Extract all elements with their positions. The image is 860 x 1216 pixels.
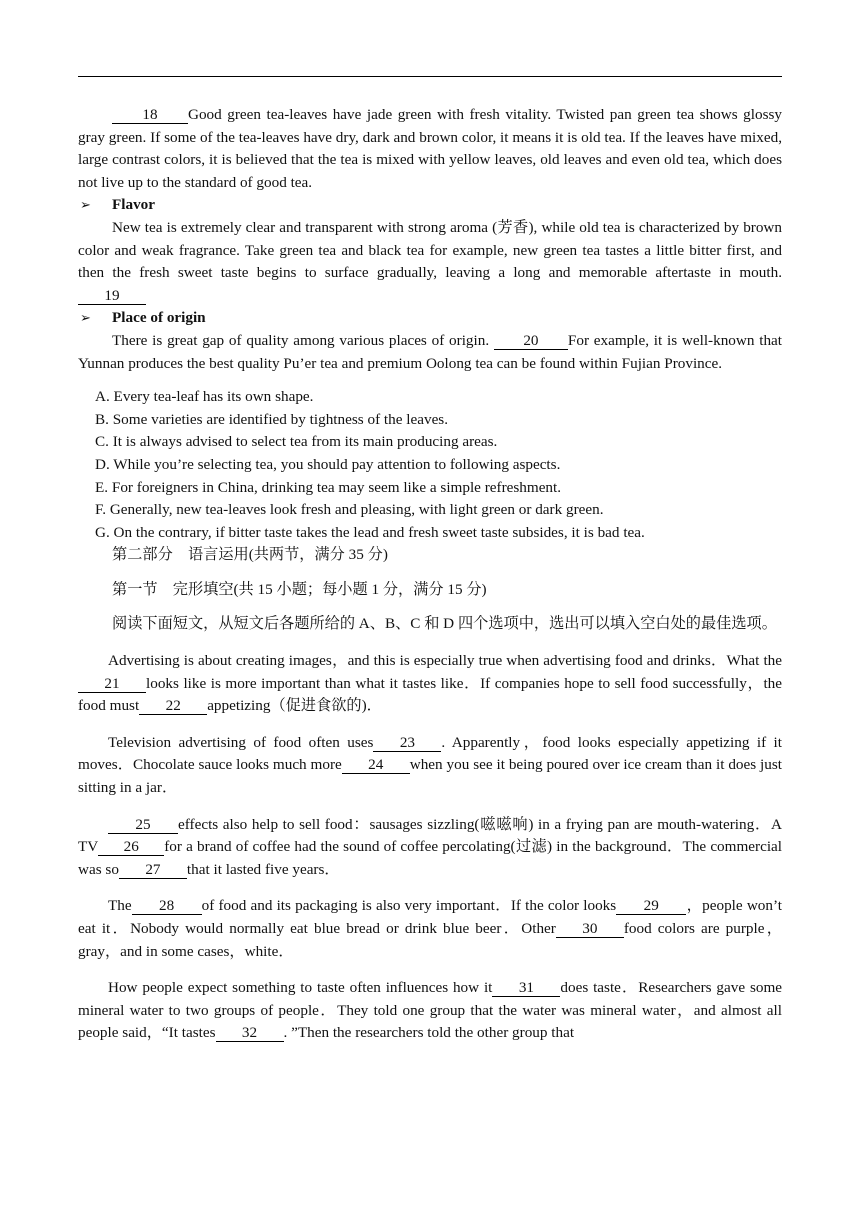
- option-d: D. While you’re selecting tea, you should pay attention to following aspects.: [95, 455, 561, 473]
- header-rule: [78, 76, 782, 77]
- cloze-text: food colors are purple，gray，and in some cases，white．: [78, 920, 782, 960]
- paragraph-leaves: [78, 104, 782, 194]
- section-instruction: 阅读下面短文，从短文后各题所给的 A、B、C 和 D 四个选项中，选出可以填入空白处的最佳选项。: [112, 615, 777, 633]
- blank-26[interactable]: 26: [98, 838, 164, 856]
- paragraph-flavor-text: New tea is extremely clear and transparent with strong aroma (芳香), while old tea is characterized by brown color and weak fragrance. Take green tea and black tea for example, new green tea tastes a little bitter first, and then the fresh sweet taste begins to surface gradually, leaving a long and memorable aftertaste in mouth.: [78, 218, 782, 282]
- cloze-text: of food and its packaging is also very important．If the color looks: [201, 897, 617, 915]
- heading-flavor-label: Flavor: [112, 196, 156, 214]
- blank-31[interactable]: 31: [492, 979, 560, 997]
- cloze-text: The: [108, 897, 132, 915]
- cloze-text: when you see it being poured over ice cream than it does just sitting in a jar．: [78, 756, 783, 797]
- paragraph-origin-text-b: For example, it is well-known that Yunnan produces the best quality Pu’er tea and premium Oolong tea can be found within Fujian Province.: [78, 331, 783, 372]
- blank-25[interactable]: 25: [108, 816, 178, 834]
- section-sub-title: 第一节 完形填空(共 15 小题；每小题 1 分，满分 15 分): [112, 580, 487, 598]
- cloze-text: . Apparently，food looks especially appetizing if it moves．Chocolate sauce looks much more: [78, 733, 782, 774]
- cloze-paragraph-3: [78, 814, 782, 882]
- page-content: [78, 104, 782, 1045]
- options-list: [78, 386, 782, 544]
- blank-24[interactable]: 24: [342, 756, 410, 774]
- cloze-text: that it lasted five years．: [186, 860, 340, 878]
- arrow-bullet-icon: ➢: [80, 197, 91, 213]
- option-g: G. On the contrary, if bitter taste takes the lead and fresh sweet taste subsides, it is bad tea.: [95, 523, 645, 541]
- paragraph-flavor: [78, 217, 782, 307]
- blank-19[interactable]: 19: [78, 287, 146, 305]
- cloze-text: ，people won’t eat it．Nobody would normally eat blue bread or drink blue beer．Other: [78, 897, 782, 937]
- cloze-text: How people expect something to taste often influences how it: [108, 979, 493, 997]
- blank-29[interactable]: 29: [616, 897, 686, 915]
- cloze-text: Television advertising of food often uses: [108, 733, 374, 751]
- cloze-paragraph-1: [78, 650, 782, 718]
- blank-32[interactable]: 32: [216, 1024, 284, 1042]
- section-part-title: 第二部分 语言运用(共两节，满分 35 分): [112, 546, 388, 564]
- cloze-paragraph-2: [78, 732, 782, 800]
- blank-20[interactable]: 20: [494, 332, 568, 350]
- cloze-text: effects also help to sell food：sausages sizzling(嗞嗞响) in a frying pan are mouth-watering．A TV: [78, 815, 782, 856]
- blank-21[interactable]: 21: [78, 675, 146, 693]
- heading-origin: [78, 307, 782, 330]
- cloze-text: does taste．Researchers gave some mineral water to two groups of people．They told one group that the water was mineral water，and almost all people said，“It tastes: [78, 979, 782, 1042]
- blank-23[interactable]: 23: [373, 734, 441, 752]
- cloze-text: appetizing（促进食欲的)．: [207, 697, 382, 715]
- paragraph-leaves-text: Good green tea-leaves have jade green with fresh vitality. Twisted pan green tea shows glossy gray green. If some of the tea-leaves have dry, dark and brown color, it means it is old tea. If the leaves have mixed, large contrast colors, it is believed that the tea is mixed with yellow leaves, old leaves and even old tea, which does not live up to the standard of good tea.: [78, 106, 782, 191]
- blank-30[interactable]: 30: [556, 920, 624, 938]
- option-e: E. For foreigners in China, drinking tea may seem like a simple refreshment.: [95, 478, 562, 496]
- option-b: B. Some varieties are identified by tightness of the leaves.: [95, 410, 449, 428]
- cloze-paragraph-4: [78, 895, 782, 963]
- heading-flavor: [78, 194, 782, 217]
- paragraph-origin: [78, 330, 782, 375]
- blank-18[interactable]: 18: [112, 106, 188, 124]
- arrow-bullet-icon: ➢: [80, 310, 91, 326]
- option-a: A. Every tea-leaf has its own shape.: [95, 388, 314, 406]
- cloze-paragraph-5: [78, 977, 782, 1045]
- cloze-text: Advertising is about creating images，and this is especially true when advertising food and drinks．What the: [108, 652, 782, 670]
- option-f: F. Generally, new tea-leaves look fresh and pleasing, with light green or dark green.: [95, 501, 604, 519]
- cloze-text: . ”Then the researchers told the other group that: [283, 1024, 575, 1042]
- blank-28[interactable]: 28: [132, 897, 202, 915]
- cloze-text: for a brand of coffee had the sound of coffee percolating(过滤) in the background．The commercial was so: [78, 838, 782, 878]
- blank-22[interactable]: 22: [139, 697, 207, 715]
- heading-origin-label: Place of origin: [112, 309, 206, 327]
- cloze-text: looks like is more important than what it tastes like．If companies hope to sell food successfully，the food must: [78, 674, 782, 715]
- paragraph-origin-text-a: There is great gap of quality among various places of origin.: [112, 331, 490, 349]
- blank-27[interactable]: 27: [119, 861, 187, 879]
- option-c: C. It is always advised to select tea from its main producing areas.: [95, 433, 498, 451]
